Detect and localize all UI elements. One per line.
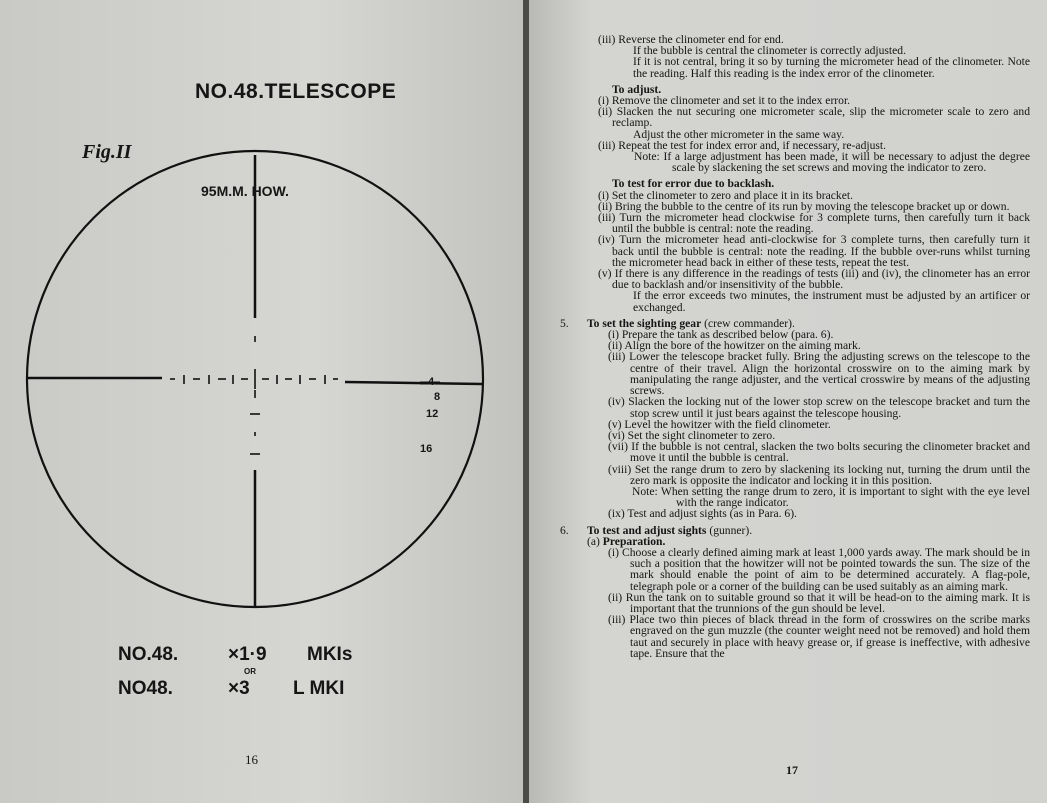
para-line: (iii) Reverse the clinometer end for end. [598,33,784,46]
list-item: (ii) Align the bore of the howitzer on the aiming mark. [608,339,861,353]
list-item: (i) Set the clinometer to zero and place it in its bracket. [598,188,853,202]
list-item: (iii) Turn the micrometer head clockwise for 3 complete turns, then carefully turn it back until the bubble is central: note the reading. [598,211,1030,236]
note: Note: When setting the range drum to zero, it is important to sight with the eye level with the range indicator. [632,484,1030,510]
list-item: (vi) Set the sight clinometer to zero. [608,428,776,442]
mark-2: L MKI [293,678,345,699]
mark-1: MKIs [307,644,353,665]
section-heading-suffix: (gunner). [709,523,753,537]
list-item: (iii) Repeat the test for index error and, if necessary, re-adjust. [598,138,887,152]
list-item: (v) Level the howitzer with the field clinometer. [608,417,831,431]
list-item: (iv) Slacken the locking nut of the lower stop screw on the telescope bracket and turn the stop screw until it just bears against the telescope housing. [608,395,1030,420]
power-1: ×1·9 [228,644,267,665]
horizontal-crosswire-right [345,382,482,384]
list-item: (vii) If the bubble is not central, slacken the two bolts securing the clinometer bracket and move it until the bubble is central. [608,440,1030,465]
list-item: (iv) Turn the micrometer head anti-clockwise for 3 complete turns, then carefully turn it back until the bubble is central: note the reading. If the bubble over-runs whilst turning the micrometer head back in either of these tests, repeat the test. [598,233,1030,269]
designation-1: NO.48. [118,644,179,665]
list-item: (iii) Lower the telescope bracket fully. Bring the adjusting screws on the telescope to the centre of their travel. Align the horizontal crosswire on to the aiming mark by manipulating the range adjuster, and the vertical crosswire by means of the adjusting screws. [608,350,1030,398]
list-item: If the error exceeds two minutes, the instrument must be adjusted by an artificer or exchanged. [633,289,1030,314]
list-item: (v) If there is any difference in the readings of tests (iii) and (iv), the clinometer has an error due to backlash and/or insensitivity of the bubble. [598,267,1030,292]
range-mark-8: 8 [434,391,441,403]
designation-2: NO48. [118,678,173,699]
subsection-heading: Preparation. [602,534,666,548]
section-number: 5. [560,316,569,330]
list-item: (i) Prepare the tank as described below (para. 6). [608,328,834,342]
power-2: ×3 [228,678,250,699]
list-item: (i) Choose a clearly defined aiming mark at least 1,000 yards away. The mark should be in such a position that the howitzer will not be pointed towards the sun. The size of the mark should enable the point of aim to be determined accurately. A flag-pole, telegraph pole or a corner of the building can be used suitably as an aiming mark. [608,545,1030,593]
list-item: (ii) Slacken the nut securing one micrometer scale, slip the micrometer scale to zero and reclamp. [598,105,1030,130]
list-item: (ix) Test and adjust sights (as in Para. 6). [608,507,797,521]
figure-label: Fig.II [82,141,132,163]
right-page-number: 17 [786,763,798,777]
section-number: 6. [560,523,569,537]
section-heading-suffix: (crew commander). [704,316,795,330]
list-item: (iii) Place two thin pieces of black thread in the form of crosswires on the scribe marks engraved on the gun muzzle (the counter weight need not be removed) and hold them taut and securely in place with heavy grease or, if grease is ineffective, with adhesive tape. Ensure that the [608,613,1030,660]
range-mark-12: 12 [426,408,439,420]
list-item: (ii) Run the tank on to suitable ground so that it will be head-on to the aiming mark. It is important that the trunnions of the gun should be level. [608,590,1030,615]
range-mark-16: 16 [420,443,433,455]
list-item: Adjust the other micrometer in the same way. [633,127,845,141]
reticle-label: 95M.M. HOW. [201,183,289,199]
subsection-label: (a) [587,534,600,548]
plate-title: NO.48.TELESCOPE [195,80,397,103]
dashed-graticule [170,336,338,454]
list-item: (viii) Set the range drum to zero by slackening its locking nut, turning the drum until the zero mark is opposite the indicator and locking it in this position. [608,462,1030,487]
list-item: (i) Remove the clinometer and set it to the index error. [598,94,851,108]
note: Note: If a large adjustment has been made, it will be necessary to adjust the degree scale by slackening the set screws and moving the indicator to zero. [634,150,1030,175]
heading-backlash: To test for error due to backlash. [612,177,775,191]
section-heading: To test and adjust sights [587,523,707,537]
para-line: If the bubble is central the clinometer is correctly adjusted. [633,44,906,58]
range-mark-4: 4 [428,376,435,388]
telescope-reticle [0,0,523,803]
right-page-text [560,34,1030,659]
para-line: If it is not central, bring it so by turning the micrometer head of the clinometer. Note the reading. Half this reading is the index error of the clinometer. [633,55,1030,80]
list-item: (ii) Bring the bubble to the centre of its run by moving the telescope bracket up or down. [598,199,1010,213]
left-page-number: 16 [245,752,258,767]
section-heading: To set the sighting gear [587,316,702,330]
or-label: OR [244,667,256,676]
left-page [0,0,523,803]
heading-to-adjust: To adjust. [612,82,662,96]
